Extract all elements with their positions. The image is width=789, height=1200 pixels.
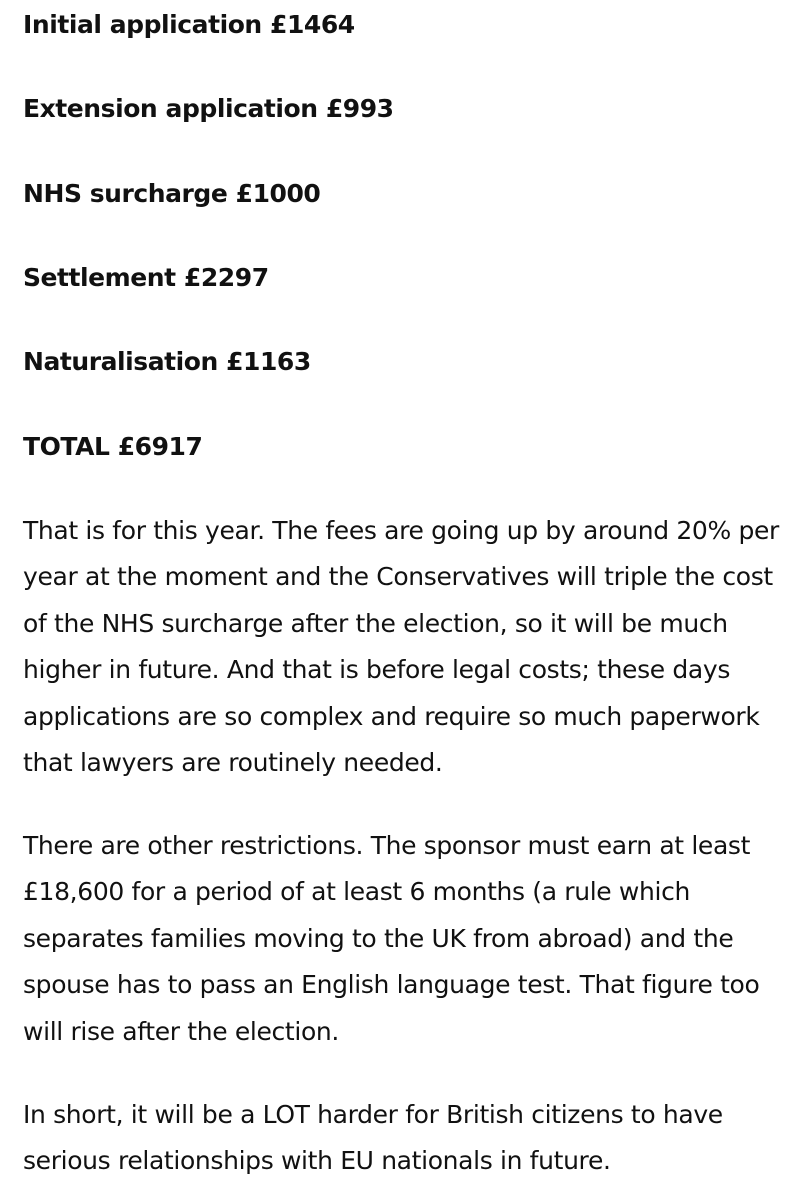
paragraph-line: £18,600 for a period of at least 6 months (a rule which	[23, 877, 690, 907]
paragraph-line: separates families moving to the UK from abroad) and the	[23, 923, 734, 953]
fee-label: Settlement	[23, 263, 176, 292]
paragraph-line: That is for this year. The fees are going up by around 20% per	[23, 516, 779, 545]
fee-amount: £1464	[270, 10, 355, 39]
fee-label: Extension application	[23, 94, 318, 123]
paragraph-line: higher in future. And that is before legal costs; these days	[23, 655, 731, 685]
fee-line-naturalisation	[23, 338, 311, 386]
paragraph-line: spouse has to pass an English language test. That figure too	[23, 970, 760, 1000]
paragraph-line: In short, it will be a LOT harder for British citizens to have	[23, 1100, 723, 1129]
fee-amount: £6917	[117, 432, 203, 461]
fee-amount: £2297	[183, 263, 269, 292]
fee-line-settlement	[23, 254, 269, 302]
paragraph-line: applications are so complex and require so much paperwork	[23, 701, 760, 731]
fee-amount: £1000	[235, 179, 321, 208]
paragraph-other-restrictions	[23, 823, 759, 1055]
paragraph-line: There are other restrictions. The sponsor must earn at least	[23, 831, 751, 860]
paragraph-line: of the NHS surcharge after the election, so it will be much	[23, 608, 728, 638]
fee-line-nhs-surcharge	[23, 170, 320, 218]
fee-amount: £993	[325, 94, 394, 123]
fee-amount: £1163	[226, 347, 311, 376]
fee-label: NHS surcharge	[23, 179, 228, 208]
fee-line-total	[23, 423, 202, 471]
fee-line-initial-application	[23, 1, 355, 49]
paragraph-in-short	[23, 1092, 723, 1185]
paragraph-line: that lawyers are routinely needed.	[23, 748, 443, 778]
paragraph-line: year at the moment and the Conservatives will triple the cost	[23, 562, 773, 592]
paragraph-fees-rising	[23, 508, 779, 786]
fee-label: TOTAL	[23, 432, 110, 461]
paragraph-line: will rise after the election.	[23, 1016, 340, 1046]
fee-line-extension-application	[23, 85, 394, 133]
fee-label: Initial application	[23, 10, 262, 39]
paragraph-line: serious relationships with EU nationals in future.	[23, 1146, 611, 1176]
fee-label: Naturalisation	[23, 347, 218, 376]
